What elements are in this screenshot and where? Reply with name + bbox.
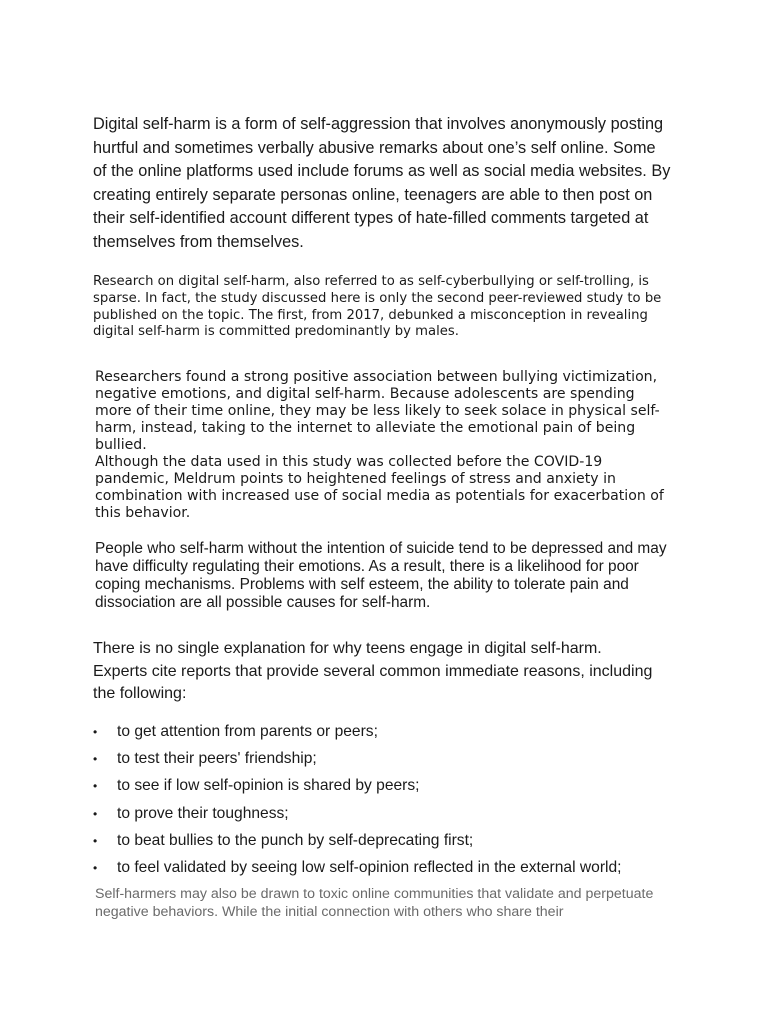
bullet-icon: • — [93, 860, 98, 875]
bullet-icon: • — [93, 725, 98, 739]
reasons-list — [93, 721, 693, 884]
findings-block — [95, 369, 675, 522]
list-item-text: to beat bullies to the punch by self-deprecating first; — [117, 831, 474, 849]
list-item — [93, 857, 693, 884]
bullet-icon: • — [93, 779, 98, 794]
findings-paragraph: Researchers found a strong positive association between bullying victimization, negative emotions, and digital self-harm. Because adolescents are spending more of their time online, they may be less likely to seek solace in physical self-harm, instead, taking to the internet to alleviate the emotional pain of being bullied. — [95, 369, 660, 453]
suicide-paragraph: People who self-harm without the intention of suicide tend to be depressed and may have difficulty regulating their emotions. As a result, there is a likelihood for poor coping mechanisms. Problems with self esteem, the ability to tolerate pain and dissociation are all possible causes for self-harm. — [95, 540, 667, 611]
explanation-paragraph: There is no single explanation for why teens engage in digital self-harm. Experts cite reports that provide several common immediate reasons, including the following: — [93, 640, 653, 702]
bullet-icon: • — [93, 833, 98, 848]
list-item-text: to see if low self-opinion is shared by peers; — [117, 777, 420, 795]
list-item — [93, 748, 693, 775]
list-item-text: to feel validated by seeing low self-opinion reflected in the external world; — [117, 858, 622, 876]
list-item — [93, 721, 693, 748]
list-item — [93, 775, 693, 802]
research-paragraph: Research on digital self-harm, also referred to as self-cyberbullying or self-trolling, is sparse. In fact, the study discussed here is only the second peer-reviewed study to be published on the topic. The first, from 2017, debunked a misconception in revealing digital self-harm is committed predominantly by males. — [93, 274, 662, 340]
covid-paragraph: Although the data used in this study was collected before the COVID-19 pandemic, Meldrum points to heightened feelings of stress and anxiety in combination with increased use of social media as potentials for exacerbation of this behavior. — [95, 454, 664, 521]
list-item — [93, 803, 693, 830]
intro-paragraph: Digital self-harm is a form of self-aggression that involves anonymously posting hurtful and sometimes verbally abusive remarks about one’s self online. Some of the online platforms used include forums as well as social media websites. By creating entirely separate personas online, teenagers are able to then post on their self-identified account different types of hate-filled comments targeted at themselves from themselves. — [93, 115, 671, 251]
list-item-text: to get attention from parents or peers; — [117, 723, 378, 740]
list-item-text: to test their peers' friendship; — [117, 750, 317, 768]
list-item — [93, 830, 693, 857]
bullet-icon: • — [93, 752, 98, 767]
communities-paragraph: Self-harmers may also be drawn to toxic online communities that validate and perpetuate negative behaviors. While the initial connection with others who share their — [95, 886, 654, 920]
bullet-icon: • — [93, 806, 98, 821]
list-item-text: to prove their toughness; — [117, 804, 289, 822]
